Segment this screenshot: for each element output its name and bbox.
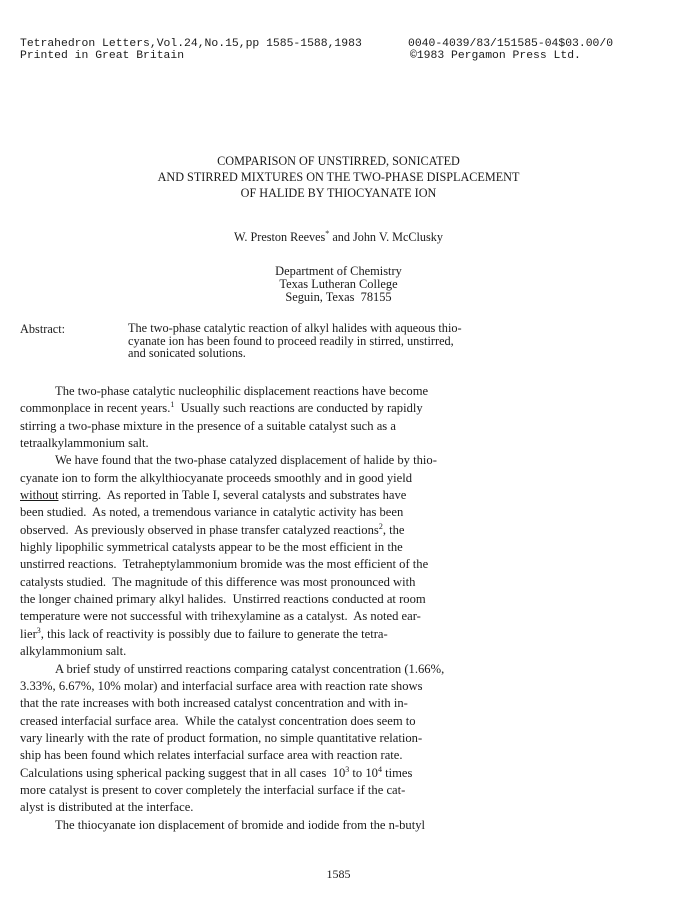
reference-marker: 2 — [378, 521, 383, 531]
page-number: 1585 — [326, 867, 351, 881]
body-line: unstirred reactions. Tetraheptylammonium bromide was the most efficient of the — [20, 557, 429, 572]
body-line: that the rate increases with both increased catalyst concentration and with in- — [20, 696, 408, 711]
title-line: OF HALIDE BY THIOCYANATE ION — [240, 186, 437, 200]
affiliation-line: Department of Chemistry — [275, 264, 402, 278]
body-line: tetraalkylammonium salt. — [20, 436, 149, 451]
exponent: 3 — [345, 764, 350, 774]
body-line: vary linearly with the rate of product formation, no simple quantitative relation- — [20, 730, 423, 745]
body-line: We have found that the two-phase catalyzed displacement of halide by thio- — [55, 453, 437, 468]
author-name: John V. McClusky — [353, 230, 443, 244]
copyright-line: ©1983 Pergamon Press Ltd. — [410, 50, 581, 62]
body-line: highly lipophilic symmetrical catalysts appear to be the most efficient in the — [20, 540, 403, 555]
body-line: stirring a two-phase mixture in the presence of a suitable catalyst such as a — [20, 418, 396, 433]
body-line: ship has been found which relates interfacial surface area with reaction rate. — [20, 748, 403, 763]
exponent: 4 — [377, 764, 382, 774]
title-line: COMPARISON OF UNSTIRRED, SONICATED — [217, 154, 460, 168]
reference-marker: 1 — [170, 400, 175, 410]
body-line: creased interfacial surface area. While the catalyst concentration does seem to — [20, 713, 416, 728]
author-conjunction: and — [329, 230, 353, 244]
affiliation — [0, 265, 677, 304]
abstract-line: and sonicated solutions. — [128, 346, 246, 360]
journal-citation: Tetrahedron Letters,Vol.24,No.15,pp 1585-1588,1983 — [20, 38, 362, 50]
body-text — [20, 383, 660, 834]
body-line: lier$^3$, this lack of reactivity is possibly due to failure to generate the tetra- — [20, 625, 388, 641]
body-line: more catalyst is present to cover completely the interfacial surface if the cat- — [20, 782, 406, 797]
body-line: alkylammonium salt. — [20, 644, 127, 659]
body-line: commonplace in recent years.$^1$ Usually such reactions are conducted by rapidly — [20, 400, 423, 416]
body-line: without stirring. As reported in Table I, several catalysts and substrates have — [20, 488, 407, 503]
body-line: catalysts studied. The magnitude of this difference was most pronounced with — [20, 574, 416, 589]
author-name: W. Preston Reeves — [234, 230, 326, 244]
author-line — [0, 229, 677, 245]
abstract-label: Abstract: — [20, 322, 66, 336]
issn-code: 0040-4039/83/151585-04$03.00/0 — [408, 38, 614, 50]
abstract-line: The two-phase catalytic reaction of alkyl halides with aqueous thio- — [128, 321, 462, 335]
paper-title — [0, 153, 677, 201]
body-line: been studied. As noted, a tremendous variance in catalytic activity has been — [20, 505, 404, 520]
corresponding-author-mark: * — [325, 229, 330, 238]
body-line: A brief study of unstirred reactions comparing catalyst concentration (1.66%, — [55, 661, 445, 676]
printed-in: Printed in Great Britain — [20, 50, 185, 62]
affiliation-line: Seguin, Texas 78155 — [285, 290, 392, 304]
body-line: temperature were not successful with trihexylamine as a catalyst. As noted ear- — [20, 609, 421, 624]
body-line: The two-phase catalytic nucleophilic displacement reactions have become — [55, 384, 429, 398]
title-line: AND STIRRED MIXTURES ON THE TWO-PHASE DISPLACEMENT — [157, 170, 520, 184]
abstract-text — [128, 322, 648, 360]
affiliation-line: Texas Lutheran College — [279, 277, 398, 291]
emphasized-word: without — [20, 488, 59, 503]
body-line: the longer chained primary alkyl halides. Unstirred reactions conducted at room — [20, 592, 426, 607]
body-line: 3.33%, 6.67%, 10% molar) and interfacial surface area with reaction rate shows — [20, 678, 423, 693]
body-line: The thiocyanate ion displacement of bromide and iodide from the n-butyl — [55, 817, 426, 832]
abstract-line: cyanate ion has been found to proceed readily in stirred, unstirred, — [128, 333, 454, 348]
body-line: Calculations using spherical packing suggest that in all cases $10^3$ to $10^4$ times — [20, 764, 413, 780]
reference-marker: 3 — [36, 625, 41, 635]
body-line: alyst is distributed at the interface. — [20, 800, 194, 815]
body-line: observed. As previously observed in phase transfer catalyzed reactions$^2$, the — [20, 521, 405, 537]
body-line: cyanate ion to form the alkylthiocyanate proceeds smoothly and in good yield — [20, 470, 413, 485]
